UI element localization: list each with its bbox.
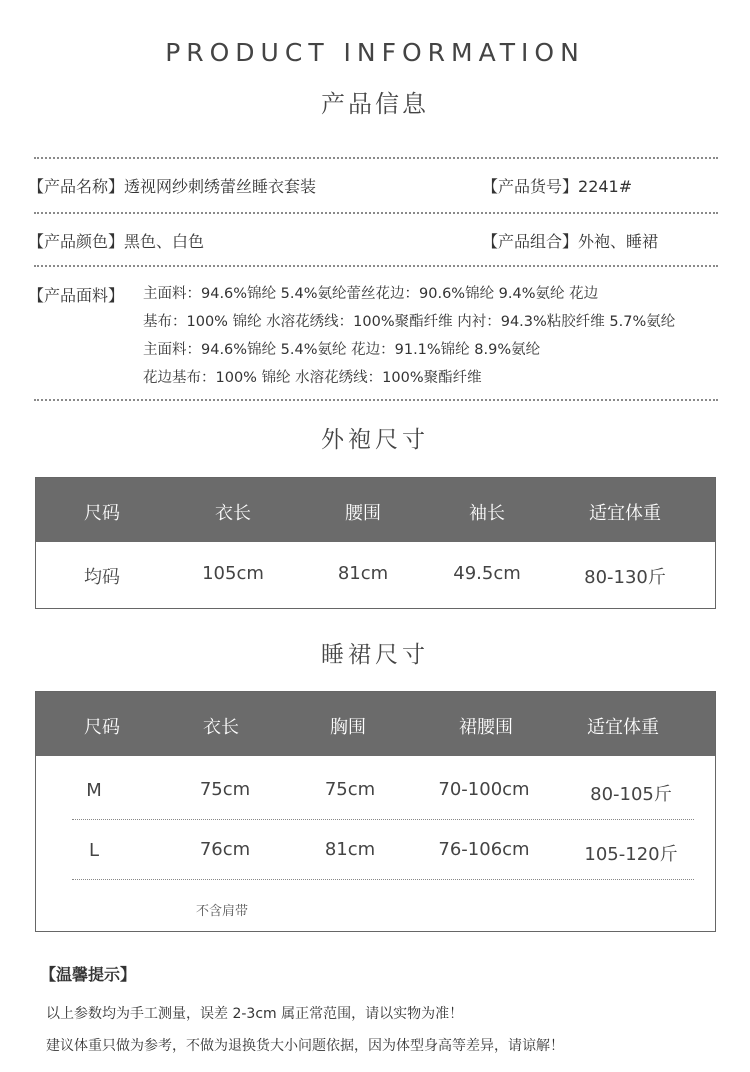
dress-header-bust: 胸围	[330, 717, 366, 738]
dress-cell-length: 76cm	[199, 839, 251, 860]
dress-cell-size: L	[88, 840, 100, 861]
robe-header-size: 尺码	[84, 503, 120, 524]
color-value: 黑色、白色	[124, 232, 205, 251]
combo-value: 外袍、睡裙	[578, 232, 659, 251]
robe-cell-sleeve: 49.5cm	[453, 563, 521, 584]
dress-cell-size: M	[86, 780, 102, 801]
robe-table-header	[36, 478, 715, 542]
dress-cell-weight: 80-105斤	[590, 784, 672, 805]
fabric-line: 基布：100% 锦纶 水溶花绣线：100%聚酯纤维 内衬：94.3%粘胶纤维 5.7%氨纶	[143, 314, 676, 330]
tip-line: 以上参数均为手工测量，误差 2-3cm 属正常范围，请以实物为准！	[46, 1006, 464, 1022]
dress-note: 不含肩带	[196, 904, 249, 919]
divider-3	[34, 265, 718, 267]
dress-cell-skirt-waist: 76-106cm	[438, 839, 530, 860]
robe-cell-length: 105cm	[202, 563, 264, 584]
dress-cell-length: 75cm	[199, 779, 251, 800]
combo-label: 【产品组合】	[482, 232, 579, 251]
dress-header-weight: 适宜体重	[587, 717, 659, 738]
fabric-line: 主面料：94.6%锦纶 5.4%氨纶 花边：91.1%锦纶 8.9%氨纶	[143, 342, 541, 358]
fabric-line: 主面料：94.6%锦纶 5.4%氨纶蕾丝花边：90.6%锦纶 9.4%氨纶 花边	[143, 286, 599, 302]
dress-table-header	[36, 692, 715, 756]
robe-cell-waist: 81cm	[337, 563, 389, 584]
sku-label: 【产品货号】	[482, 177, 579, 196]
fabric-line: 花边基布：100% 锦纶 水溶花绣线：100%聚酯纤维	[143, 370, 482, 386]
name-value: 透视网纱刺绣蕾丝睡衣套装	[124, 177, 317, 196]
tip-line: 建议体重只做为参考，不做为退换货大小问题依据，因为体型身高等差异，请谅解！	[46, 1038, 564, 1054]
dress-size-table	[35, 691, 716, 932]
dress-header-skirt-waist: 裙腰围	[459, 717, 513, 738]
title-en: PRODUCT INFORMATION	[165, 38, 585, 67]
robe-cell-weight: 80-130斤	[584, 567, 666, 588]
tips-title: 【温馨提示】	[40, 965, 137, 984]
robe-header-sleeve: 袖长	[469, 503, 505, 524]
robe-size-table	[35, 477, 716, 609]
dress-cell-bust: 81cm	[324, 839, 376, 860]
divider-1	[34, 157, 718, 159]
robe-section-title: 外袍尺寸	[321, 427, 429, 453]
divider-4	[34, 399, 718, 401]
row-divider	[72, 819, 694, 820]
robe-cell-size: 均码	[84, 567, 120, 588]
robe-header-waist: 腰围	[345, 503, 381, 524]
sku-value: 2241#	[578, 177, 633, 196]
name-label: 【产品名称】	[28, 177, 125, 196]
row-divider	[72, 879, 694, 880]
color-label: 【产品颜色】	[28, 232, 125, 251]
fabric-label: 【产品面料】	[28, 286, 125, 305]
dress-header-length: 衣长	[203, 717, 239, 738]
robe-header-weight: 适宜体重	[589, 503, 661, 524]
dress-cell-bust: 75cm	[324, 779, 376, 800]
title-cn: 产品信息	[321, 90, 429, 118]
dress-header-size: 尺码	[84, 717, 120, 738]
dress-cell-skirt-waist: 70-100cm	[438, 779, 530, 800]
dress-section-title: 睡裙尺寸	[321, 642, 429, 668]
dress-cell-weight: 105-120斤	[584, 844, 678, 865]
robe-header-length: 衣长	[215, 503, 251, 524]
divider-2	[34, 212, 718, 214]
